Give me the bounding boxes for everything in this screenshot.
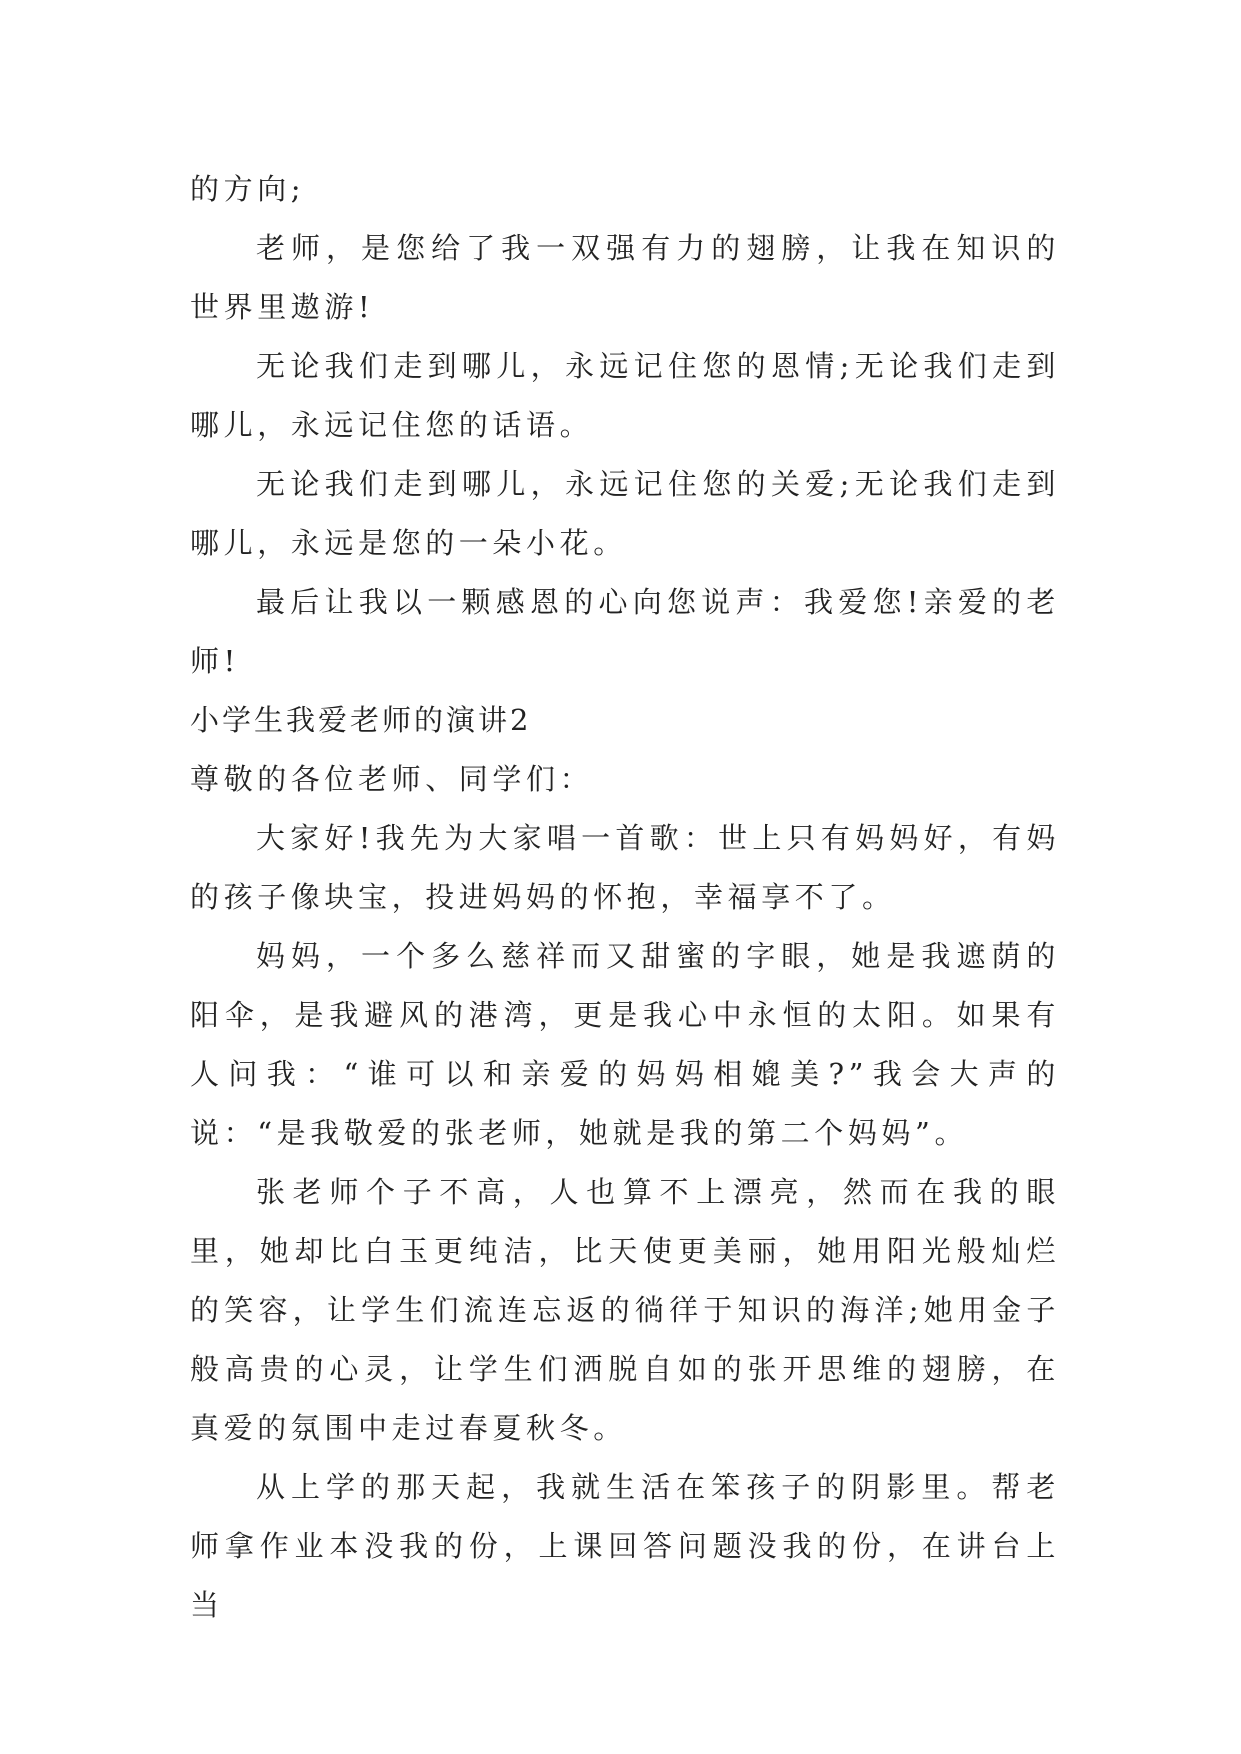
document-body: [190, 160, 1060, 1635]
paragraph: 张老师个子不高，人也算不上漂亮，然而在我的眼里，她却比白玉更纯洁，比天使更美丽，她用阳光般灿烂的笑容，让学生们流连忘返的徜徉于知识的海洋;她用金子般高贵的心灵，让学生们洒脱自如的张开思维的翅膀，在真爱的氛围中走过春夏秋冬。: [190, 1175, 1060, 1445]
paragraph: 最后让我以一颗感恩的心向您说声：我爱您!亲爱的老师!: [190, 585, 1060, 678]
section-title: 小学生我爱老师的演讲2: [190, 703, 532, 737]
paragraph-continuation: 的方向;: [190, 172, 306, 206]
salutation: 尊敬的各位老师、同学们：: [190, 762, 594, 796]
paragraph: 大家好!我先为大家唱一首歌：世上只有妈妈好，有妈的孩子像块宝，投进妈妈的怀抱，幸福享不了。: [190, 821, 1060, 914]
paragraph: 老师，是您给了我一双强有力的翅膀，让我在知识的世界里遨游!: [190, 231, 1060, 324]
paragraph: 妈妈，一个多么慈祥而又甜蜜的字眼，她是我遮荫的阳伞，是我避风的港湾，更是我心中永恒的太阳。如果有人问我：“谁可以和亲爱的妈妈相媲美?”我会大声的说：“是我敬爱的张老师，她就是我的第二个妈妈”。: [190, 939, 1060, 1150]
paragraph: 从上学的那天起，我就生活在笨孩子的阴影里。帮老师拿作业本没我的份，上课回答问题没我的份，在讲台上当: [190, 1470, 1060, 1622]
paragraph: 无论我们走到哪儿，永远记住您的关爱;无论我们走到哪儿，永远是您的一朵小花。: [190, 467, 1060, 560]
paragraph: 无论我们走到哪儿，永远记住您的恩情;无论我们走到哪儿，永远记住您的话语。: [190, 349, 1060, 442]
